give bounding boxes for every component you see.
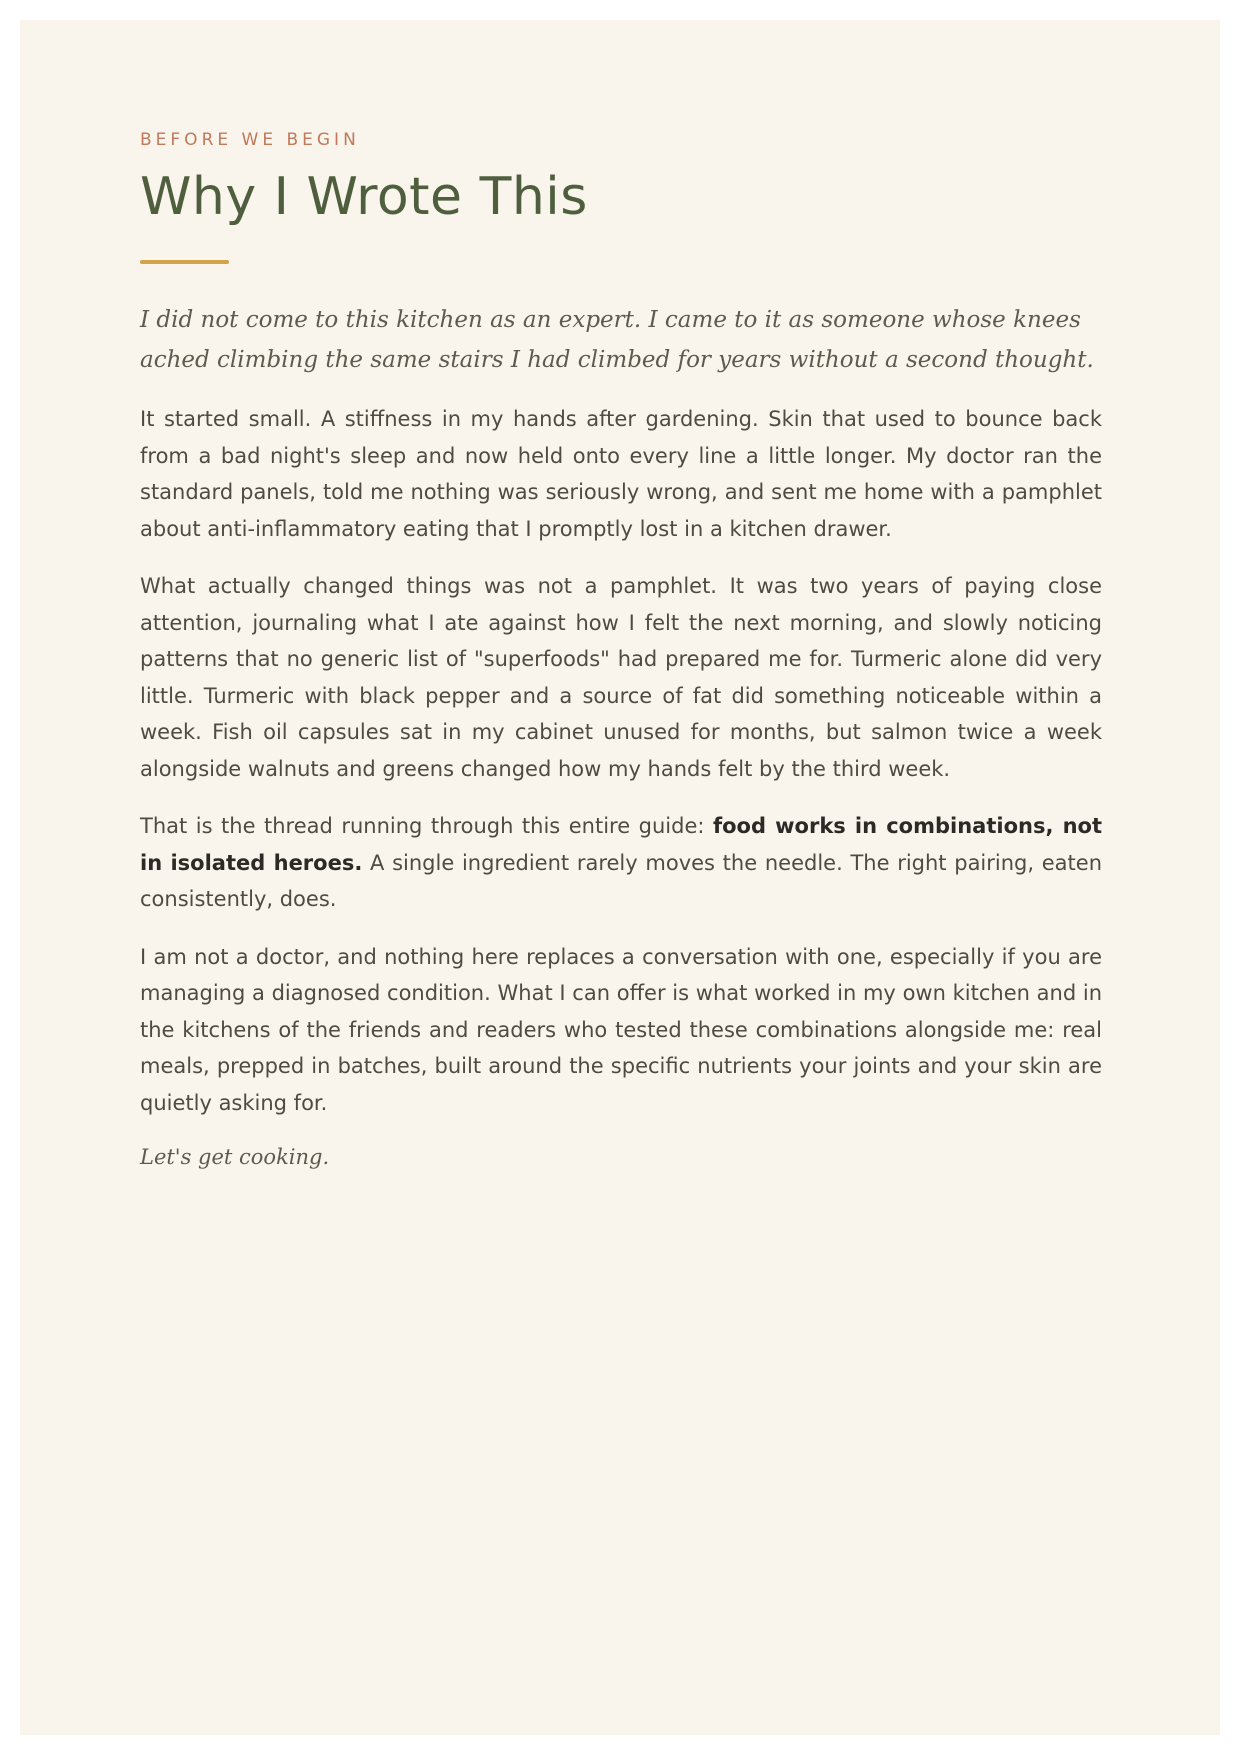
signoff: Let's get cooking.	[140, 1145, 330, 1169]
lead-paragraph: I did not come to this kitchen as an expert. I came to it as someone whose knees ached climbing the same stairs I had climbed for years without a second thought.	[140, 307, 1094, 373]
paragraph-3-intro: That is the thread running through this entire guide:	[140, 814, 713, 838]
key-idea-highlight: food works in combinations, not in isolated heroes.	[140, 814, 1102, 875]
body-paragraph-3	[140, 808, 1102, 918]
document-page	[20, 20, 1220, 1735]
body-paragraph-1: It started small. A stiffness in my hands after gardening. Skin that used to bounce back from a bad night's sleep and now held onto every line a little longer. My doctor ran the standard panels, told me nothing was seriously wrong, and sent me home with a pamphlet about anti-inflammatory eating that I promptly lost in a kitchen drawer.	[140, 407, 1102, 541]
section-eyebrow: BEFORE WE BEGIN	[140, 130, 360, 150]
chapter-content	[140, 128, 1102, 1175]
paragraph-3-rest: A single ingredient rarely moves the needle. The right pairing, eaten consistently, does.	[140, 850, 1103, 911]
body-paragraph-4: I am not a doctor, and nothing here replaces a conversation with one, especially if you are managing a diagnosed condition. What I can offer is what worked in my own kitchen and in the kitchens of the friends and readers who tested these combinations alongside me: real meals, prepped in batches, built around the specific nutrients your joints and your skin are quietly asking for.	[140, 944, 1102, 1115]
body-paragraph-2: What actually changed things was not a pamphlet. It was two years of paying close attention, journaling what I ate against how I felt the next morning, and slowly noticing patterns that no generic list of "superfoods" had prepared me for. Turmeric alone did very little. Turmeric with black pepper and a source of fat did something noticeable within a week. Fish oil capsules sat in my cabinet unused for months, but salmon twice a week alongside walnuts and greens changed how my hands felt by the third week.	[140, 574, 1102, 781]
page-title: Why I Wrote This	[140, 167, 588, 227]
title-divider	[140, 260, 229, 264]
